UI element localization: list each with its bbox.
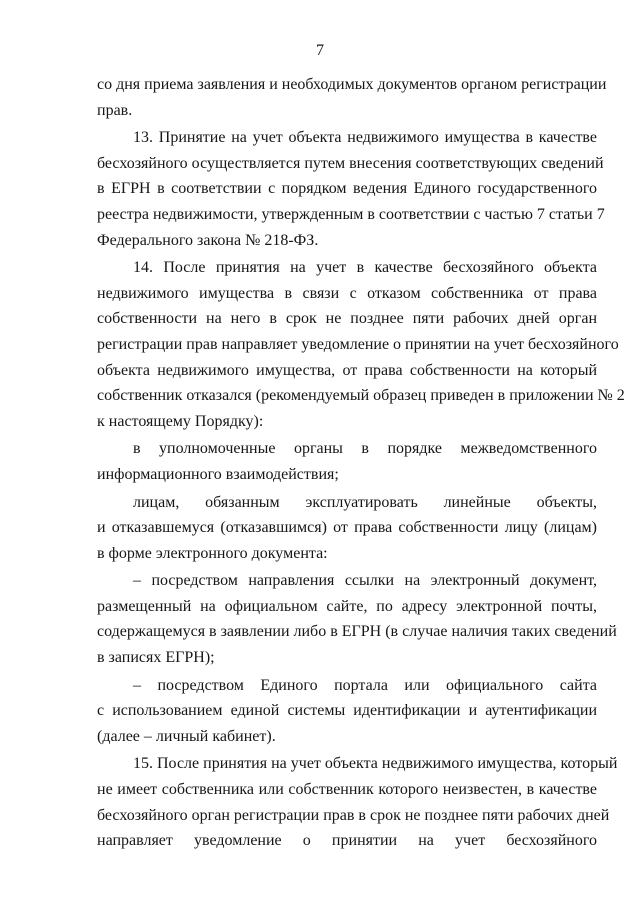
text-line: – посредством Единого портала или официального сайта [133, 676, 597, 694]
paragraph-item-14 [97, 255, 625, 434]
text-line: с использованием единой системы идентификации и аутентификации [97, 702, 597, 720]
paragraph-item-15 [97, 751, 618, 853]
text-line: бесхозяйного орган регистрации прав в срок не позднее пяти рабочих дней [97, 806, 610, 824]
text-line: собственности на него в срок не позднее пяти рабочих дней орган [97, 310, 597, 328]
text-line: (далее – личный кабинет). [97, 727, 276, 745]
text-line: в уполномоченные органы в порядке межведомственного [133, 440, 597, 458]
text-line: не имеет собственника или собственник которого неизвестен, в качестве [97, 781, 597, 799]
page-number: 7 [316, 42, 324, 59]
text-line: содержащемуся в заявлении либо в ЕГРН (в случае наличия таких сведений [97, 623, 617, 641]
text-line: 14. После принятия на учет в качестве бесхозяйного объекта [133, 259, 597, 277]
paragraph-continuation [97, 72, 607, 123]
paragraph-item-13 [97, 125, 605, 253]
text-line: в записях ЕГРН); [97, 649, 215, 667]
text-line: размещенный на официальном сайте, по адресу электронной почты, [97, 597, 597, 615]
paragraph-dash-portal [97, 673, 597, 750]
paragraph-recipients-persons [97, 490, 597, 567]
text-line: и отказавшемуся (отказавшимся) от права собственности лицу (лицам) [97, 519, 597, 537]
text-line: прав. [97, 101, 133, 119]
text-line: регистрации прав направляет уведомление о принятии на учет бесхозяйного [97, 335, 619, 353]
text-line: 13. Принятие на учет объекта недвижимого имущества в качестве [133, 129, 597, 147]
text-line: собственник отказался (рекомендуемый образец приведен в приложении № 2 [97, 387, 625, 405]
text-line: объекта недвижимого имущества, от права собственности на который [97, 361, 597, 379]
text-line: в форме электронного документа: [97, 544, 328, 562]
text-line: в ЕГРН в соответствии с порядком ведения Единого государственного [97, 180, 597, 198]
text-line: Федерального закона № 218-ФЗ. [97, 231, 319, 249]
text-line: информационного взаимодействия; [97, 465, 339, 483]
text-line: лицам, обязанным эксплуатировать линейные объекты, [133, 493, 597, 511]
text-line: 15. После принятия на учет объекта недвижимого имущества, который [133, 755, 618, 773]
text-line: недвижимого имущества в связи с отказом собственника от права [97, 284, 597, 302]
text-line: со дня приема заявления и необходимых документов органом регистрации [97, 76, 607, 93]
document-body [97, 72, 625, 855]
text-line: направляет уведомление о принятии на учет бесхозяйного [97, 832, 597, 850]
text-line: бесхозяйного осуществляется путем внесения соответствующих сведений [97, 154, 604, 172]
text-line: к настоящему Порядку): [97, 412, 264, 430]
paragraph-dash-link [97, 568, 617, 670]
text-line: реестра недвижимости, утвержденным в соответствии с частью 7 статьи 7 [97, 205, 605, 223]
paragraph-recipients-authorities [97, 436, 597, 487]
text-line: – посредством направления ссылки на электронный документ, [133, 572, 597, 590]
